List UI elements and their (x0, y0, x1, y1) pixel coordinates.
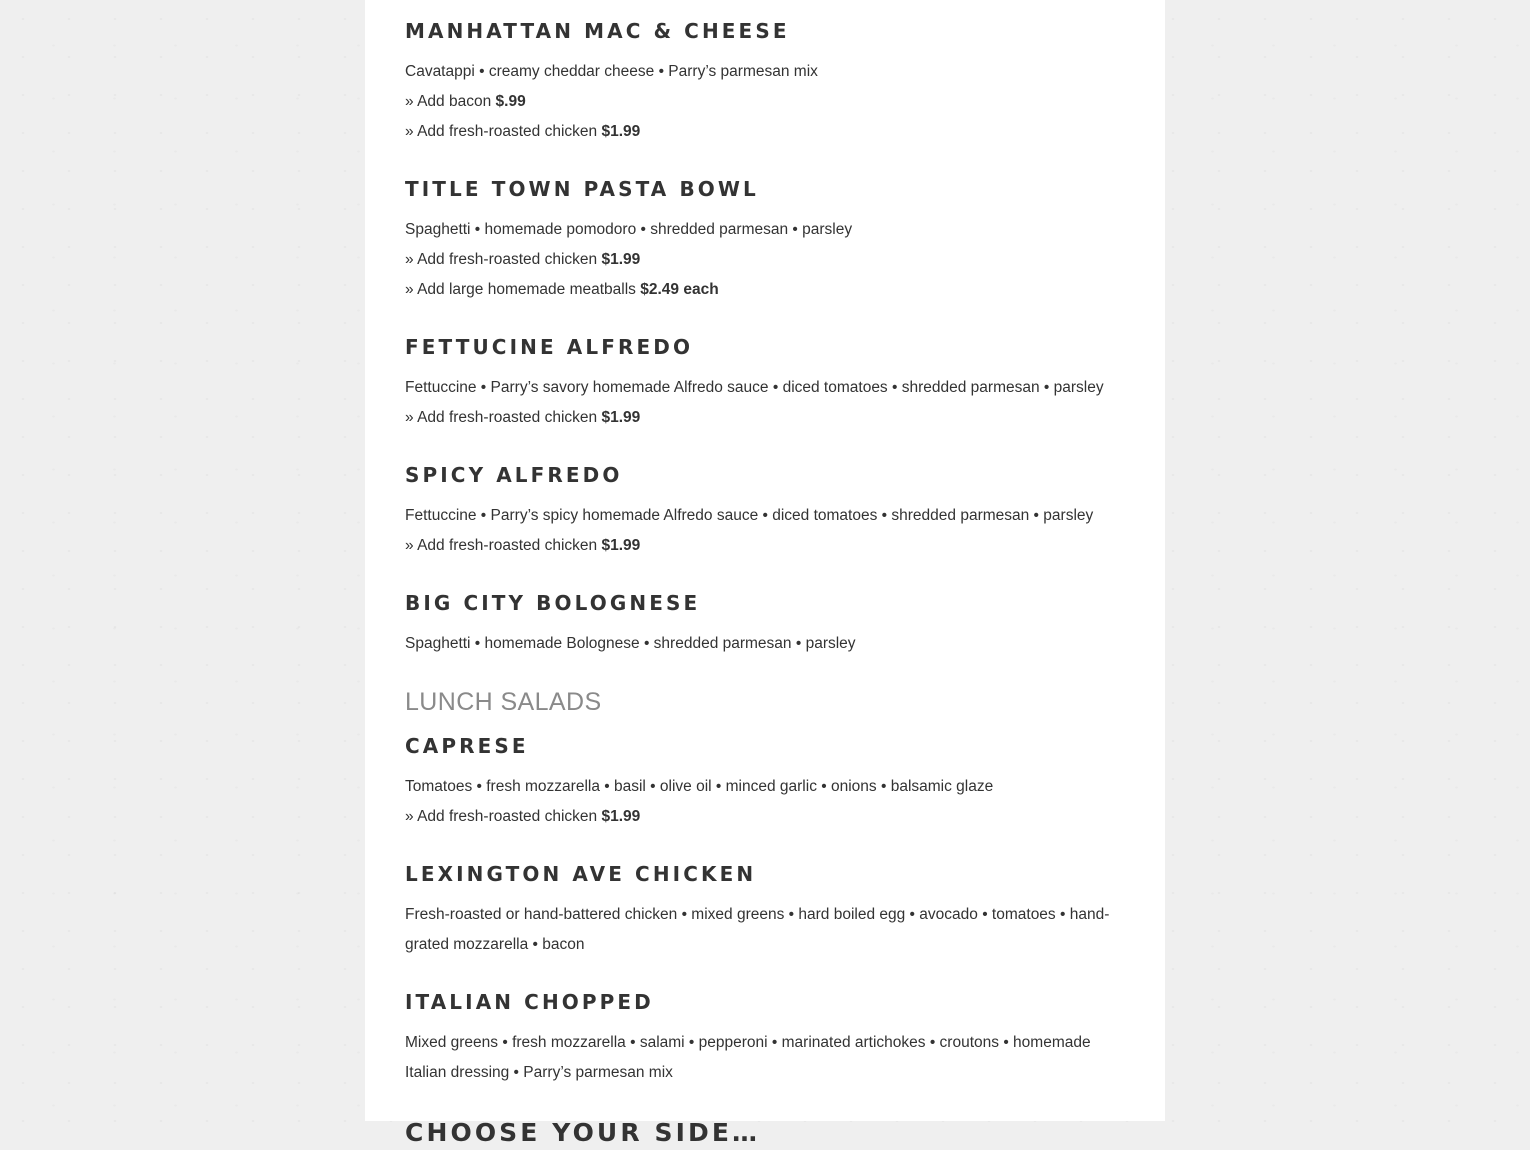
menu-item-lexington-ave-chicken (405, 860, 1127, 960)
section-heading-choose-your-side: CHOOSE YOUR SIDE… (405, 1118, 761, 1147)
addon-label: » Add large homemade meatballs (405, 281, 636, 298)
addon-price: $1.99 (601, 808, 641, 825)
addon-label: » Add fresh-roasted chicken (405, 409, 598, 426)
addon-price: $1.99 (601, 409, 641, 426)
menu-item-body (405, 373, 1127, 433)
menu-item-description: Cavatappi • creamy cheddar cheese • Parry’s parmesan mix (405, 63, 818, 80)
addon-label: » Add fresh-roasted chicken (405, 123, 598, 140)
menu-item-title: ITALIAN CHOPPED (405, 990, 654, 1014)
menu-item-title: LEXINGTON AVE CHICKEN (405, 862, 757, 886)
menu-item-body (405, 900, 1127, 960)
menu-item-description-line: Fresh-roasted or hand-battered chicken • mixed greens • hard boiled egg • avocado • tomatoes • hand- (405, 906, 1110, 923)
menu-item-body (405, 215, 1127, 305)
addon-price: $.99 (495, 93, 526, 110)
menu-item-body (405, 1028, 1127, 1088)
menu-item-fettucine-alfredo (405, 333, 1127, 433)
menu-item-body (405, 57, 1127, 147)
addon-line (405, 275, 1127, 305)
addon-price: $2.49 each (640, 281, 719, 298)
menu-item-description: Tomatoes • fresh mozzarella • basil • olive oil • minced garlic • onions • balsamic glaze (405, 778, 994, 795)
addon-line (405, 403, 1127, 433)
menu-item-title: BIG CITY BOLOGNESE (405, 591, 701, 615)
menu-item-caprese (405, 732, 1127, 832)
menu-item-italian-chopped (405, 988, 1127, 1088)
menu-item-manhattan-mac-and-cheese (405, 17, 1127, 147)
menu-content (405, 17, 1127, 1150)
menu-content-panel (365, 0, 1165, 1147)
addon-label: » Add fresh-roasted chicken (405, 808, 598, 825)
menu-item-description-line: Mixed greens • fresh mozzarella • salami • pepperoni • marinated artichokes • croutons • homemade (405, 1034, 1091, 1051)
menu-item-title: FETTUCINE ALFREDO (405, 335, 694, 359)
addon-line (405, 802, 1127, 832)
menu-item-description-line: Italian dressing • Parry’s parmesan mix (405, 1064, 673, 1081)
menu-item-title: MANHATTAN MAC & CHEESE (405, 19, 790, 43)
addon-price: $1.99 (601, 123, 641, 140)
addon-line (405, 87, 1127, 117)
menu-item-body (405, 501, 1127, 561)
addon-price: $1.99 (601, 251, 641, 268)
menu-item-description: Fettuccine • Parry’s spicy homemade Alfredo sauce • diced tomatoes • shredded parmesan • parsley (405, 507, 1094, 524)
menu-item-title-town-pasta-bowl (405, 175, 1127, 305)
menu-item-body (405, 772, 1127, 832)
menu-item-title: CAPRESE (405, 734, 529, 758)
addon-label: » Add bacon (405, 93, 492, 110)
menu-item-description: Fettuccine • Parry’s savory homemade Alfredo sauce • diced tomatoes • shredded parmesan • parsley (405, 379, 1104, 396)
menu-item-description: Spaghetti • homemade Bolognese • shredded parmesan • parsley (405, 635, 856, 652)
menu-item-description-line: grated mozzarella • bacon (405, 936, 585, 953)
addon-label: » Add fresh-roasted chicken (405, 537, 598, 554)
menu-item-body (405, 629, 1127, 659)
menu-item-title: TITLE TOWN PASTA BOWL (405, 177, 759, 201)
addon-line (405, 117, 1127, 147)
section-heading-lunch-salads: LUNCH SALADS (405, 688, 602, 716)
menu-item-spicy-alfredo (405, 461, 1127, 561)
addon-line (405, 531, 1127, 561)
addon-line (405, 245, 1127, 275)
menu-item-description: Spaghetti • homemade pomodoro • shredded parmesan • parsley (405, 221, 853, 238)
menu-item-title: SPICY ALFREDO (405, 463, 623, 487)
addon-price: $1.99 (601, 537, 641, 554)
addon-label: » Add fresh-roasted chicken (405, 251, 598, 268)
menu-item-big-city-bolognese (405, 589, 1127, 659)
